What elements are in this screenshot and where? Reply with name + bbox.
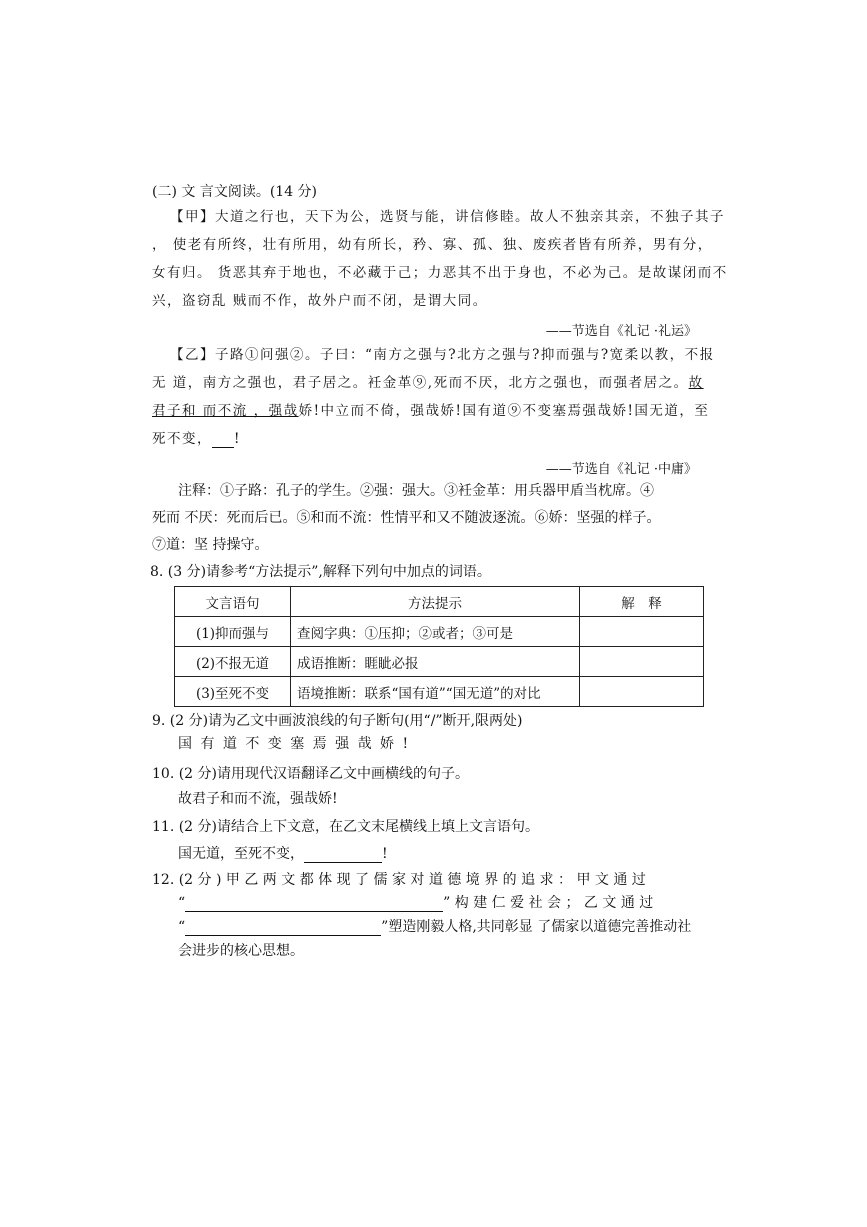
section-title: (二) 文 言文阅读。(14 分) [152, 184, 318, 200]
row-sentence: (1)抑而强与 [175, 617, 291, 647]
q11-prompt: 11. (2 分)请结合上下文意，在乙文末尾横线上填上文言语句。 [152, 819, 539, 835]
row-hint: 查阅字典：①压抑；②或者；③可是 [291, 617, 580, 647]
row-sentence: (3)至死不变 [175, 677, 291, 707]
answer-blank[interactable] [185, 921, 381, 936]
q11-sentence-start: 国无道，至死不变， [178, 846, 304, 862]
q11-sentence-end: ! [382, 846, 388, 862]
q10-prompt: 10. (2 分)请用现代汉语翻译乙文中画横线的句子。 [152, 766, 469, 782]
open-quote: “ [178, 895, 186, 911]
table-row [175, 617, 704, 647]
answer-blank[interactable] [212, 433, 234, 448]
q11-sentence [178, 845, 388, 863]
notes-line: 注释：①子路：孔子的学生。②强：强大。③衽金革：用兵器甲盾当枕席。④ [178, 483, 654, 499]
header-hint: 方法提示 [291, 587, 580, 617]
answer-cell[interactable] [580, 677, 704, 707]
passage-a-line: ， 使老有所终，壮有所用，幼有所长，矜、寡、孤、独、废疾者皆有所养，男有分， [152, 237, 713, 253]
header-answer: 解 释 [580, 587, 704, 617]
passage-b-line: 【乙】子路①问强②。子曰：“南方之强与?北方之强与?抑而强与?宽柔以教，不报 [170, 347, 715, 363]
answer-cell[interactable] [580, 647, 704, 677]
passage-b-source: ——节选自《礼记 ·中庸》 [545, 462, 697, 477]
passage-b-line3-text: 娇!中立而不倚，强哉娇!国有道⑨不变塞焉强哉娇!国无道，至 [298, 403, 710, 419]
passage-a-line: 【甲】大道之行也，天下为公，选贤与能，讲信修睦。故人不独亲其亲，不独子其子 [170, 209, 725, 225]
header-sentence: 文言语句 [175, 587, 291, 617]
q10-sentence: 故君子和而不流，强哉娇! [178, 791, 338, 807]
table-header-row [175, 587, 704, 617]
open-quote: “ [178, 919, 186, 935]
passage-a-source: ——节选自《礼记 ·礼运》 [545, 324, 697, 339]
row-sentence: (2)不报无道 [175, 647, 291, 677]
table-row [175, 647, 704, 677]
q12-line: 会进步的核心思想。 [178, 943, 304, 959]
passage-b-line [152, 374, 704, 392]
passage-a-line: 女有归。 货恶其弃于地也，不必藏于己；力恶其不出于身也，不必为己。是故谋闭而不 [152, 265, 728, 281]
passage-b-line2-text: 无 道，南方之强也，君子居之。衽金革⑨,死而不厌，北方之强也，而强者居之。 [152, 375, 689, 391]
q8-prompt: 8. (3 分)请参考“方法提示”,解释下列句中加点的词语。 [150, 564, 491, 580]
passage-b-line [152, 402, 709, 420]
row-hint: 语境推断：联系“国有道”“国无道”的对比 [291, 677, 580, 707]
passage-b-line4-text: 死不变， [152, 431, 212, 447]
q12-line [178, 894, 653, 912]
underlined-text: 故 [688, 375, 704, 391]
q8-table [174, 586, 704, 707]
passage-b-line [152, 430, 241, 448]
q12-line [178, 918, 691, 936]
notes-line: ⑦道：坚 持操守。 [152, 537, 269, 553]
notes-line: 死而 不厌：死而后已。⑤和而不流：性情平和又不随波逐流。⑥娇：坚强的样子。 [152, 510, 661, 526]
q12-line2-end: ” 构 建 仁 爱 社 会 ； 乙 文 通 过 [443, 895, 654, 911]
q12-line: 12. (2 分 ) 甲 乙 两 文 都 体 现 了 儒 家 对 道 德 境 界 的 追 求 ： 甲 文 通 过 [152, 872, 646, 888]
passage-a-line: 兴，盗窃乱 贼而不作，故外户而不闭，是谓大同。 [152, 293, 488, 309]
answer-blank[interactable] [185, 897, 443, 912]
q12-line3-end: ”塑造刚毅人格,共同彰显 了儒家以道德完善推动社 [381, 919, 692, 935]
answer-cell[interactable] [580, 617, 704, 647]
q9-sentence: 国 有 道 不 变 塞 焉 强 哉 娇 ! [178, 736, 411, 752]
q9-prompt: 9. (2 分)请为乙文中画波浪线的句子断句(用“/”断开,限两处) [152, 713, 523, 729]
table-row [175, 677, 704, 707]
exclamation: ! [234, 431, 241, 447]
underlined-text: 君子和 而不流 ，强哉 [152, 403, 299, 419]
answer-blank[interactable] [304, 848, 382, 863]
row-hint: 成语推断：睚眦必报 [291, 647, 580, 677]
